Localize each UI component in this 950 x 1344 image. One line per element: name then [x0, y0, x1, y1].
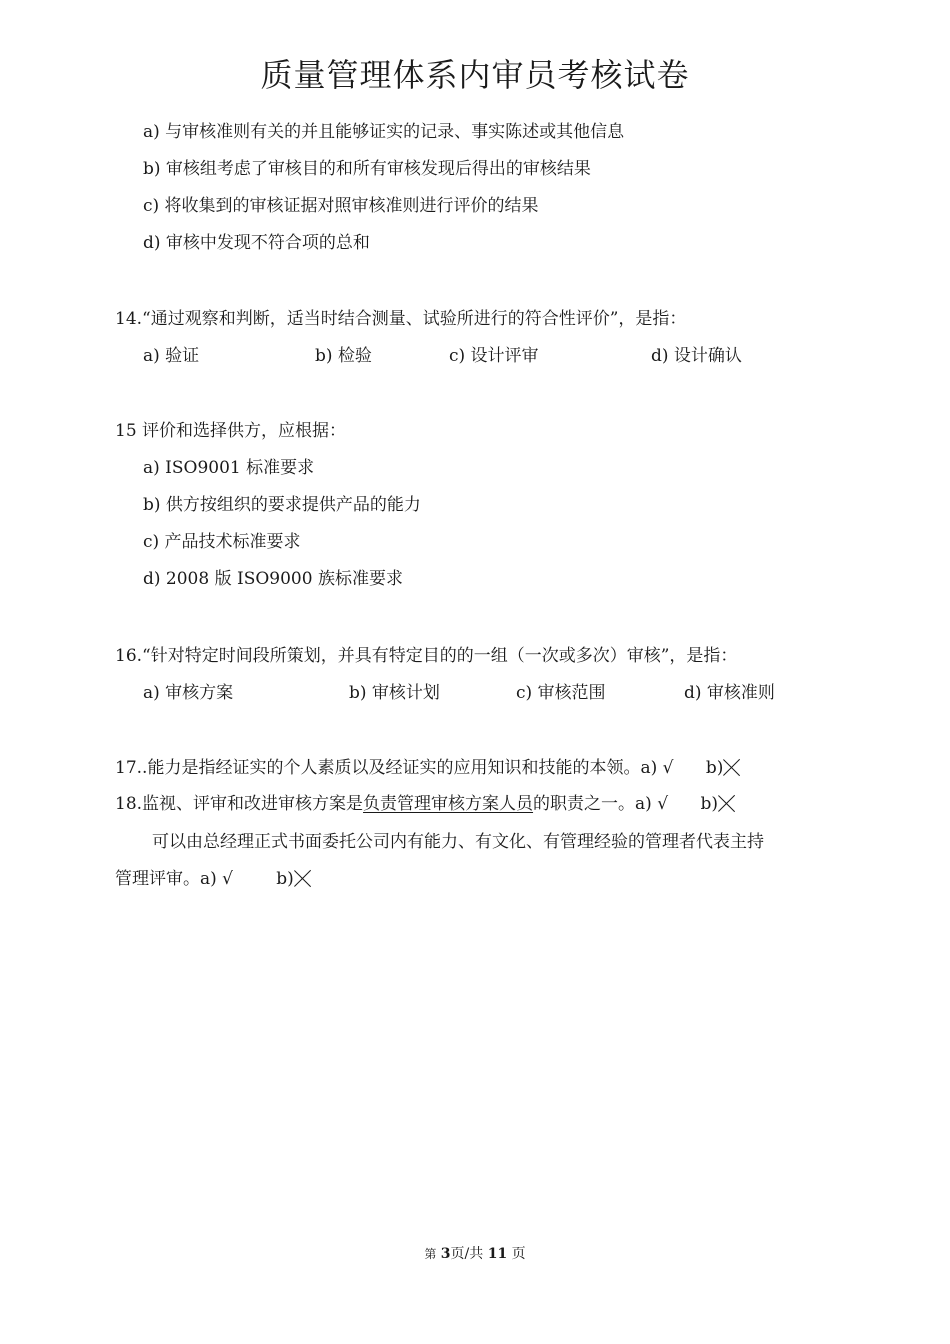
question-15: 15 评价和选择供方，应根据： — [115, 421, 347, 441]
q16-option-d: d) 审核准则 — [684, 683, 775, 703]
q14-option-a: a) 验证 — [143, 346, 200, 366]
q16-option-a: a) 审核方案 — [143, 683, 234, 703]
question-18 — [115, 792, 736, 816]
question-18-underlined-text: 负责管理审核方案人员 — [363, 794, 534, 814]
question-19-line-2 — [115, 867, 312, 891]
cross-mark-icon — [723, 758, 741, 776]
q15-option-d: d) 2008 版 ISO9000 族标准要求 — [143, 569, 403, 589]
q13-option-c: c) 将收集到的审核证据对照审核准则进行评价的结果 — [143, 196, 539, 216]
q19-answer-b: b) — [276, 869, 294, 889]
q17-answer-b: b) — [705, 758, 724, 778]
question-14: 14.“通过观察和判断，适当时结合测量、试验所进行的符合性评价”，是指： — [115, 309, 687, 329]
cross-mark-icon — [718, 794, 736, 812]
q13-option-b: b) 审核组考虑了审核目的和所有审核发现后得出的审核结果 — [143, 159, 591, 179]
q14-option-d: d) 设计确认 — [651, 346, 742, 366]
q15-option-b: b) 供方按组织的要求提供产品的能力 — [143, 495, 421, 515]
q18-answer-a: a) √ — [635, 794, 669, 814]
q13-option-d: d) 审核中发现不符合项的总和 — [143, 233, 370, 253]
q19-answer-a: a) √ — [200, 869, 234, 889]
q18-answer-b: b) — [700, 794, 719, 814]
q15-option-c: c) 产品技术标准要求 — [143, 532, 301, 552]
footer-prefix: 第 — [424, 1247, 437, 1261]
question-19-text: 管理评审。 — [115, 869, 200, 889]
question-17 — [115, 756, 741, 780]
q17-answer-a: a) √ — [640, 758, 674, 778]
footer-total-pages: 11 — [487, 1246, 508, 1262]
question-18-text-before: 18.监视、评审和改进审核方案是 — [115, 794, 364, 814]
cross-mark-icon — [294, 869, 312, 887]
question-18-text-after: 的职责之一。 — [533, 794, 636, 814]
page-title: 质量管理体系内审员考核试卷 — [260, 56, 690, 94]
footer-suffix: 页 — [511, 1246, 526, 1262]
footer-middle: 页/共 — [450, 1246, 484, 1262]
q16-option-c: c) 审核范围 — [516, 683, 606, 703]
question-17-text: 17..能力是指经证实的个人素质以及经证实的应用知识和技能的本领。 — [115, 758, 641, 778]
q14-option-b: b) 检验 — [315, 346, 372, 366]
q13-option-a: a) 与审核准则有关的并且能够证实的记录、事实陈述或其他信息 — [143, 122, 625, 142]
q15-option-a: a) ISO9001 标准要求 — [143, 458, 315, 478]
q14-option-c: c) 设计评审 — [449, 346, 539, 366]
page-footer — [0, 1243, 950, 1263]
question-16: 16.“针对特定时间段所策划，并具有特定目的的一组（一次或多次）审核”，是指： — [115, 646, 738, 666]
question-19-line-1: 可以由总经理正式书面委托公司内有能力、有文化、有管理经验的管理者代表主持 — [152, 832, 764, 852]
footer-current-page: 3 — [440, 1246, 451, 1262]
q16-option-b: b) 审核计划 — [349, 683, 440, 703]
